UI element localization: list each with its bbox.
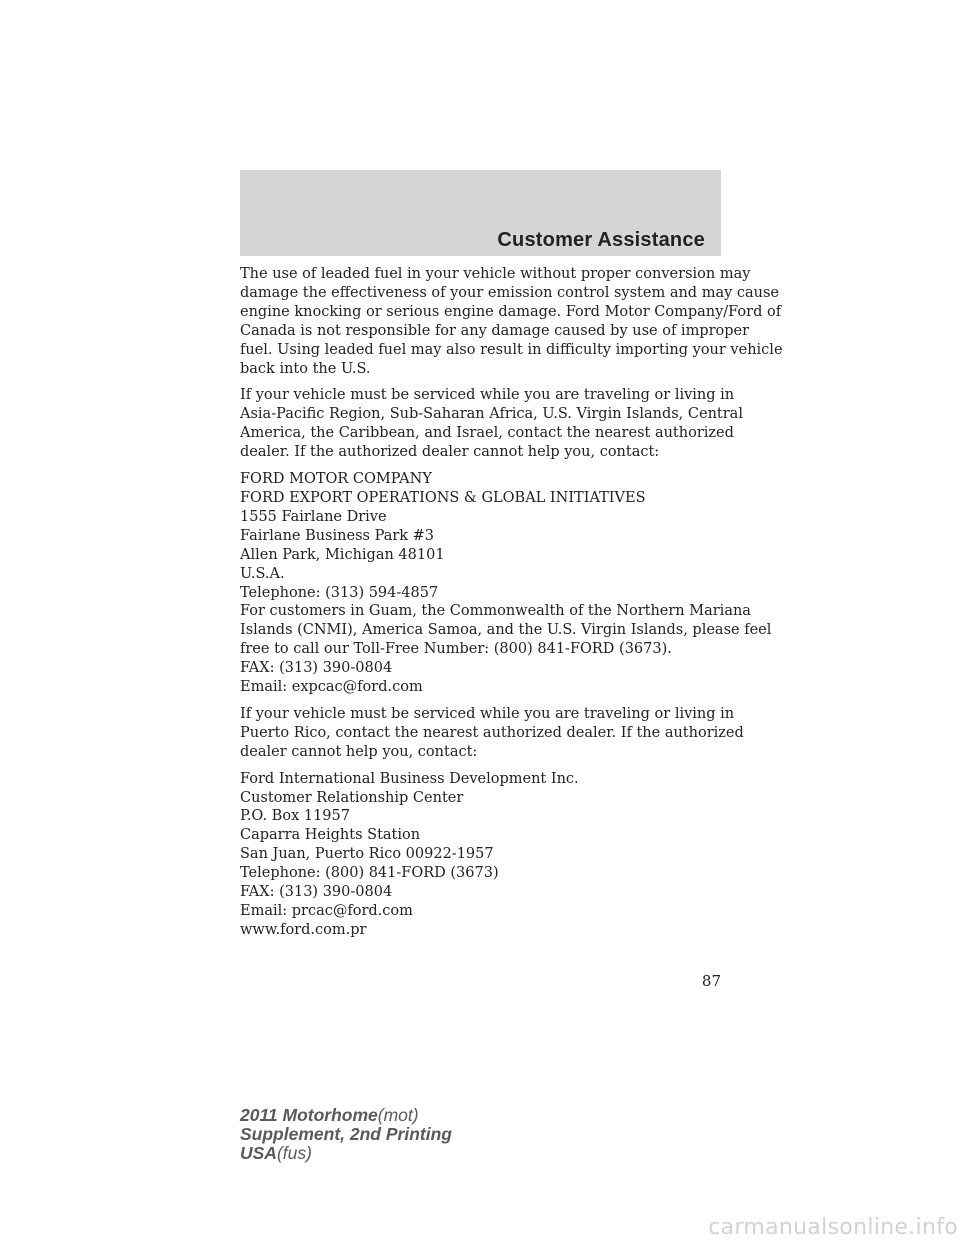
- text-line: back into the U.S.: [240, 360, 371, 377]
- text-line: If your vehicle must be serviced while you are traveling or living in: [240, 705, 735, 722]
- footer-model-code: (mot): [377, 1105, 419, 1125]
- site-watermark: carmanualsonline.info: [708, 1215, 958, 1240]
- text-line: Customer Relationship Center: [240, 789, 464, 806]
- text-line: Telephone: (800) 841-FORD (3673): [240, 865, 499, 882]
- text-line: dealer. If the authorized dealer cannot help you, contact:: [240, 444, 660, 461]
- print-footer: [240, 1106, 452, 1163]
- text-line: Asia-Pacific Region, Sub-Saharan Africa, U.S. Virgin Islands, Central: [240, 406, 743, 423]
- text-line: FORD MOTOR COMPANY: [240, 471, 432, 488]
- text-line: Telephone: (313) 594-4857: [240, 584, 439, 601]
- text-line: Canada is not responsible for any damage caused by use of improper: [240, 322, 750, 339]
- text-line: free to call our Toll-Free Number: (800) 841-FORD (3673).: [240, 641, 672, 658]
- footer-line-3: [240, 1144, 452, 1163]
- footer-line-1: [240, 1106, 452, 1125]
- text-line: San Juan, Puerto Rico 00922-1957: [240, 846, 494, 863]
- text-line: damage the effectiveness of your emission control system and may cause: [240, 284, 780, 301]
- section-header-band: [240, 170, 721, 256]
- text-line: Fairlane Business Park #3: [240, 527, 435, 544]
- address-ford-export: [240, 470, 772, 697]
- text-line: If your vehicle must be serviced while you are traveling or living in: [240, 387, 735, 404]
- page-body: [240, 265, 783, 948]
- text-line: FAX: (313) 390-0804: [240, 660, 393, 677]
- section-title: Customer Assistance: [497, 229, 705, 251]
- footer-line-2: Supplement, 2nd Printing: [240, 1124, 452, 1144]
- text-line: For customers in Guam, the Commonwealth of the Northern Mariana: [240, 603, 751, 620]
- footer-model: 2011 Motorhome: [240, 1105, 378, 1125]
- footer-market: USA: [240, 1143, 277, 1163]
- footer-market-code: (fus): [276, 1143, 312, 1163]
- paragraph-leaded-fuel: [240, 265, 783, 378]
- text-line: Email: prcac@ford.com: [240, 903, 413, 919]
- text-line: fuel. Using leaded fuel may also result in difficulty importing your vehicle: [240, 341, 783, 358]
- text-line: Email: expcac@ford.com: [240, 679, 423, 696]
- paragraph-service-abroad: [240, 386, 743, 462]
- text-line: www.ford.com.pr: [240, 921, 367, 938]
- text-line: The use of leaded fuel in your vehicle without proper conversion may: [240, 266, 751, 282]
- page-number: 87: [701, 972, 721, 990]
- text-line: P.O. Box 11957: [240, 808, 350, 825]
- text-line: U.S.A.: [240, 565, 285, 582]
- text-line: Islands (CNMI), America Samoa, and the U.S. Virgin Islands, please feel: [240, 622, 772, 639]
- text-line: America, the Caribbean, and Israel, contact the nearest authorized: [240, 425, 734, 442]
- paragraph-puerto-rico: [240, 705, 744, 762]
- text-line: engine knocking or serious engine damage. Ford Motor Company/Ford of: [240, 303, 782, 320]
- text-line: Allen Park, Michigan 48101: [240, 546, 445, 563]
- text-line: dealer cannot help you, contact:: [240, 743, 478, 760]
- address-ford-puerto-rico: [240, 770, 740, 940]
- text-line: Puerto Rico, contact the nearest authorized dealer. If the authorized: [240, 724, 744, 741]
- text-line: Ford International Business Development Inc.: [240, 770, 579, 787]
- text-line: FAX: (313) 390-0804: [240, 884, 393, 901]
- text-line: Caparra Heights Station: [240, 827, 421, 844]
- text-line: 1555 Fairlane Drive: [240, 508, 387, 525]
- text-line: FORD EXPORT OPERATIONS & GLOBAL INITIATIVES: [240, 489, 646, 506]
